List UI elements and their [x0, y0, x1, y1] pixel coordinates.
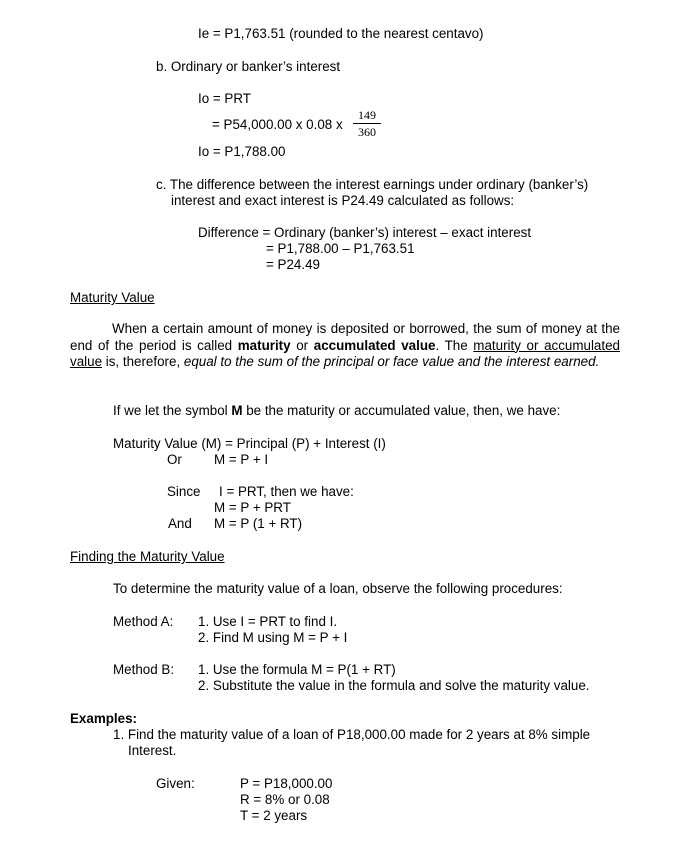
- paragraph-text: or: [290, 337, 314, 353]
- finding-intro: To determine the maturity value of a loan, observe the following procedures:: [113, 581, 563, 596]
- and-label: And: [168, 516, 192, 531]
- paragraph-text: is, therefore,: [102, 354, 184, 369]
- and-formula: M = P (1 + RT): [214, 516, 303, 531]
- example-1-line-2: Interest.: [128, 743, 177, 758]
- symbol-m: M: [231, 403, 243, 418]
- maturity-formula-words: Maturity Value (M) = Principal (P) + Interest (I): [113, 436, 386, 451]
- method-a-step-1: 1. Use I = PRT to find I.: [198, 614, 338, 629]
- given-time: T = 2 years: [240, 808, 308, 823]
- io-formula: Io = PRT: [198, 91, 251, 106]
- maturity-value-heading: Maturity Value: [70, 290, 155, 305]
- fraction-numerator: 149: [358, 108, 376, 122]
- examples-heading: Examples:: [70, 711, 137, 726]
- difference-formula: Difference = Ordinary (banker’s) interest – exact interest: [198, 225, 532, 240]
- definition-italic: equal to the sum of the principal or face value and the interest earned.: [183, 354, 600, 369]
- maturity-formula-symbols: M = P + I: [214, 452, 269, 467]
- fraction-bar: [353, 123, 381, 124]
- difference-label-line1: c. The difference between the interest earnings under ordinary (banker’s): [156, 177, 589, 192]
- fraction-denominator: 360: [358, 125, 376, 139]
- symbol-text: be the maturity or accumulated value, then, we have:: [242, 403, 561, 418]
- fraction-149-360: [352, 108, 382, 139]
- ordinary-interest-label: b. Ordinary or banker’s interest: [156, 59, 341, 74]
- symbol-text: If we let the symbol: [113, 403, 232, 418]
- maturity-definition-paragraph: [70, 321, 620, 371]
- difference-result: = P24.49: [266, 257, 320, 272]
- given-rate: R = 8% or 0.08: [240, 792, 330, 807]
- or-label: Or: [167, 452, 182, 467]
- method-b-step-2: 2. Substitute the value in the formula and solve the maturity value.: [198, 678, 590, 693]
- method-b-label: Method B:: [113, 662, 175, 677]
- io-calculation: = P54,000.00 x 0.08 x: [212, 117, 343, 132]
- example-1-line-1: 1. Find the maturity value of a loan of P18,000.00 made for 2 years at 8% simple: [113, 727, 591, 742]
- paragraph-text: . The: [435, 337, 474, 353]
- method-b-step-1: 1. Use the formula M = P(1 + RT): [198, 662, 396, 677]
- since-result: M = P + PRT: [214, 500, 291, 515]
- finding-maturity-heading: Finding the Maturity Value: [70, 549, 225, 564]
- paragraph-text: When a certain amount of money is deposited or borrowed, the sum of money at the end of the period is called: [70, 321, 620, 353]
- term-underlined: maturity or accumulated value: [70, 337, 620, 369]
- method-a-step-2: 2. Find M using M = P + I: [198, 630, 348, 645]
- term-accumulated-value: accumulated value: [313, 337, 436, 353]
- symbol-definition: [113, 403, 560, 419]
- difference-substitution: = P1,788.00 – P1,763.51: [266, 241, 415, 256]
- given-label: Given:: [156, 776, 195, 791]
- since-formula: I = PRT, then we have:: [219, 484, 354, 499]
- exact-interest-result: Ie = P1,763.51 (rounded to the nearest centavo): [198, 26, 484, 41]
- difference-label-line2: interest and exact interest is P24.49 calculated as follows:: [171, 193, 515, 208]
- given-principal: P = P18,000.00: [240, 776, 333, 791]
- method-a-label: Method A:: [113, 614, 174, 629]
- term-maturity: maturity: [237, 337, 291, 353]
- io-result: Io = P1,788.00: [198, 144, 286, 159]
- since-label: Since: [167, 484, 201, 499]
